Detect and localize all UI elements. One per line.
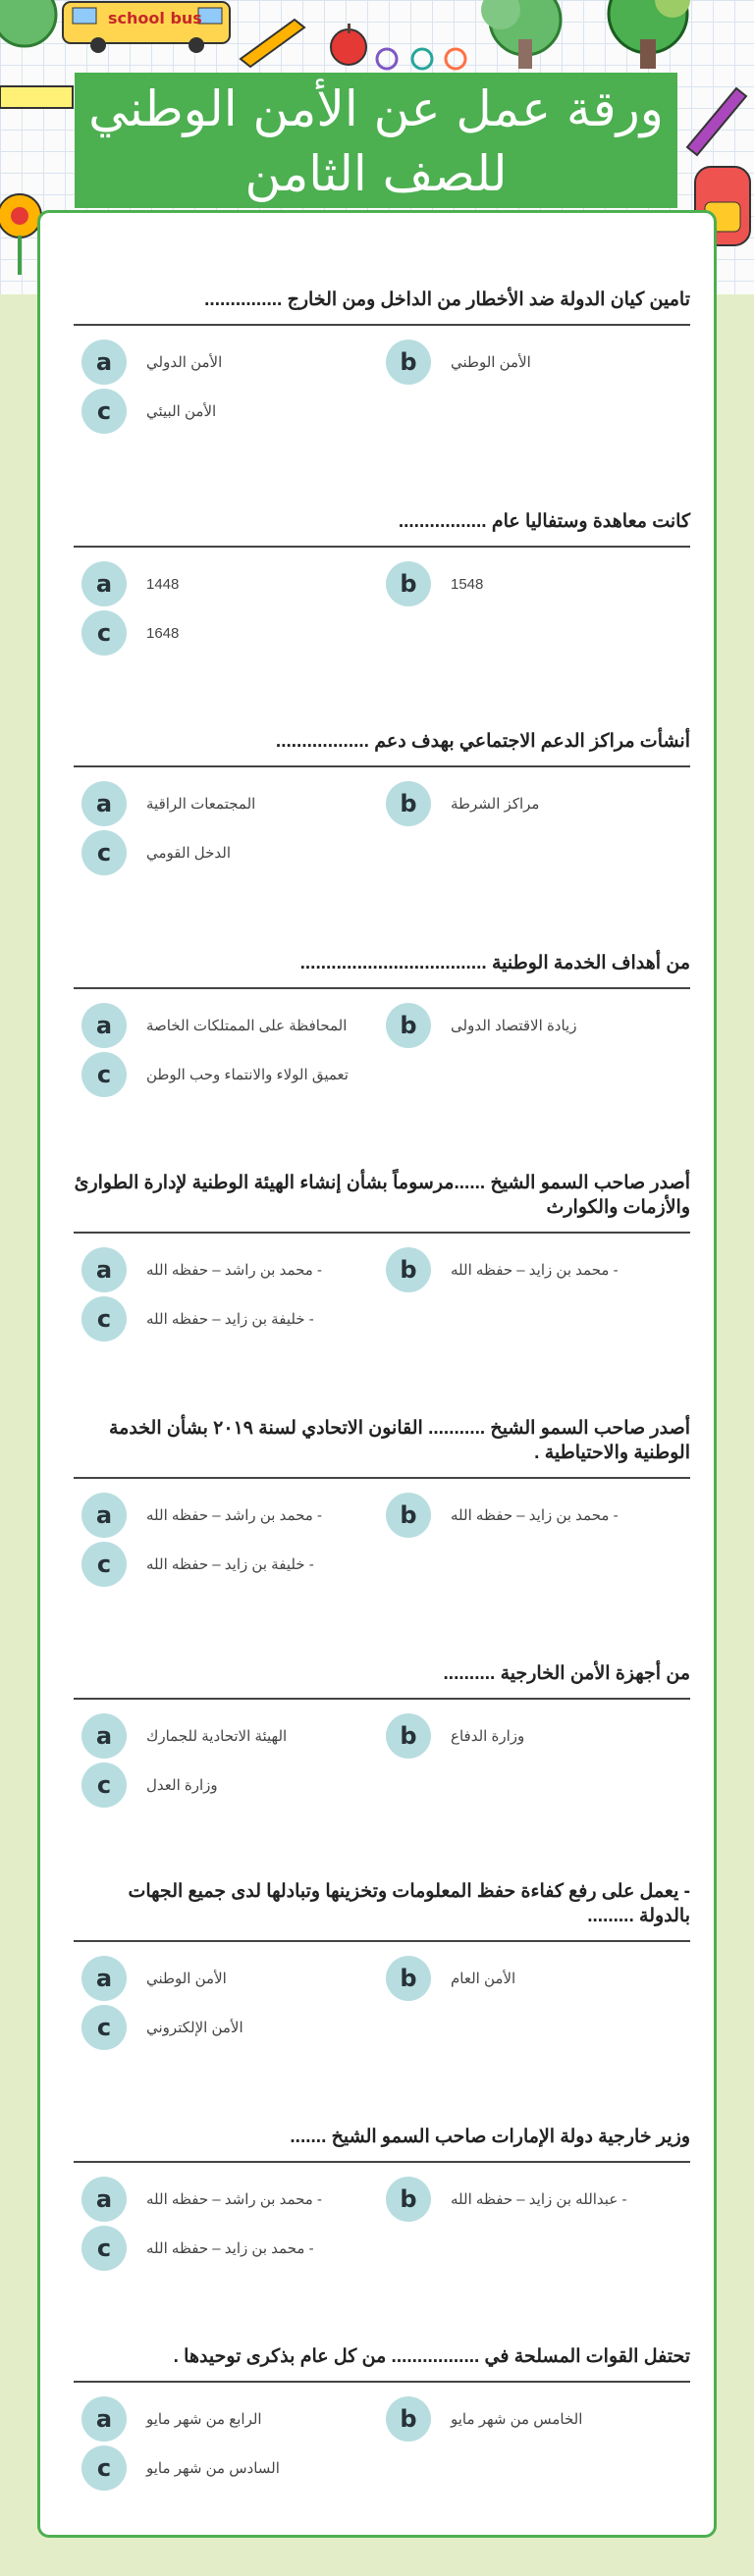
option-letter: b [386,1956,431,2001]
option-letter: c [81,2005,127,2050]
question-6 [74,1416,690,1597]
option-c[interactable] [81,2444,280,2493]
option-b[interactable] [386,1001,576,1050]
school-bus-icon [59,0,236,53]
option-b[interactable] [386,1954,515,2003]
option-letter: c [81,1542,127,1587]
bus-text: school bus [108,9,202,27]
option-b[interactable] [386,2175,626,2224]
option-text: الأمن الوطني [146,1971,227,1987]
option-text: الأمن العام [451,1971,516,1987]
option-b[interactable] [386,779,539,828]
option-letter: c [81,830,127,875]
option-a[interactable] [81,1245,322,1294]
option-letter: a [81,781,127,826]
option-letter: c [81,2226,127,2271]
option-letter: b [386,1247,431,1292]
option-a[interactable] [81,2394,262,2444]
option-letter: a [81,1493,127,1538]
option-c[interactable] [81,2224,314,2273]
option-a[interactable] [81,1954,227,2003]
option-letter: c [81,1296,127,1341]
option-text: تعميق الولاء والانتماء وحب الوطن [146,1067,349,1083]
question-10 [74,2344,690,2500]
pencil-icon [236,10,314,69]
question-text: - يعمل على رفع كفاءة حفظ المعلومات وتخزينها وتبادلها لدى جميع الجهات بالدولة ......... [74,1879,690,1942]
option-letter: c [81,610,127,656]
option-a[interactable] [81,559,179,608]
tree-icon [471,0,579,69]
option-text: - محمد بن راشد – حفظه الله [146,2191,323,2208]
option-b[interactable] [386,1491,619,1540]
option-a[interactable] [81,1001,347,1050]
option-text: الأمن الوطني [451,354,531,371]
option-a[interactable] [81,1491,322,1540]
question-text: أصدر صاحب السمو الشيخ ........... القانون الاتحادي لسنة ٢٠١٩ بشأن الخدمة الوطنية والاحتياطية . [74,1416,690,1479]
options-list [74,767,690,885]
option-text: المحافظة على الممتلكات الخاصة [146,1018,348,1034]
option-letter: a [81,1247,127,1292]
title-line-1: ورقة عمل عن الأمن الوطني [88,80,664,137]
option-text: الدخل القومي [146,845,232,862]
apple-icon [324,20,373,69]
option-b[interactable] [386,2394,582,2444]
question-text: من أهداف الخدمة الوطنية .................................... [74,951,690,989]
option-letter: b [386,1713,431,1759]
tree-icon [589,0,707,69]
tree-icon [0,0,69,59]
question-2 [74,509,690,665]
option-text: - محمد بن زايد – حفظه الله [451,1262,619,1279]
option-letter: c [81,1052,127,1097]
options-list [74,548,690,665]
option-text: 1548 [451,575,484,593]
option-a[interactable] [81,1711,287,1761]
options-list [74,326,690,444]
option-text: - عبدالله بن زايد – حفظه الله [451,2191,627,2208]
option-letter: b [386,1493,431,1538]
option-text: السادس من شهر مايو [146,2460,280,2477]
option-letter: a [81,2177,127,2222]
question-3 [74,729,690,885]
option-text: وزارة الدفاع [451,1728,525,1745]
worksheet-title [75,73,677,208]
option-letter: b [386,1003,431,1048]
option-text: الرابع من شهر مايو [146,2411,262,2428]
option-letter: c [81,389,127,434]
option-letter: b [386,781,431,826]
option-c[interactable] [81,1294,314,1343]
option-letter: b [386,2396,431,2442]
option-c[interactable] [81,1761,218,1810]
option-text: - محمد بن راشد – حفظه الله [146,1262,323,1279]
options-list [74,989,690,1107]
options-list [74,2383,690,2500]
options-list [74,1479,690,1597]
option-letter: c [81,2445,127,2491]
question-7 [74,1661,690,1817]
option-text: الأمن البيئي [146,403,217,420]
option-text: 1448 [146,575,180,593]
option-text: - خليفة بن زايد – حفظه الله [146,1311,314,1328]
question-9 [74,2125,690,2281]
option-a[interactable] [81,779,255,828]
option-text: مراكز الشرطة [451,796,540,813]
option-text: وزارة العدل [146,1777,218,1794]
option-text: - محمد بن زايد – حفظه الله [451,1507,619,1524]
option-text: الخامس من شهر مايو [451,2411,583,2428]
option-letter: a [81,2396,127,2442]
option-text: المجتمعات الراقية [146,796,256,813]
option-b[interactable] [386,1711,524,1761]
option-text: الأمن الدولي [146,354,223,371]
pencil-icon [677,79,754,157]
question-1 [74,288,690,444]
options-list [74,1234,690,1351]
option-text: - محمد بن راشد – حفظه الله [146,1507,323,1524]
option-text: الأمن الإلكتروني [146,2020,243,2036]
option-letter: b [386,340,431,385]
question-text: تحتفل القوات المسلحة في ................. من كل عام بذكرى توحيدها . [74,2344,690,2383]
option-text: - خليفة بن زايد – حفظه الله [146,1556,314,1573]
option-letter: a [81,1956,127,2001]
question-text: أصدر صاحب السمو الشيخ ......مرسوماً بشأن إنشاء الهيئة الوطنية لإدارة الطوارئ والأزمات والكوارث [74,1171,690,1234]
question-text: أنشأت مراكز الدعم الاجتماعي بهدف دعم .................. [74,729,690,767]
option-letter: b [386,561,431,606]
option-text: - محمد بن زايد – حفظه الله [146,2240,314,2257]
option-letter: b [386,2177,431,2222]
option-text: 1648 [146,624,180,642]
option-letter: c [81,1762,127,1808]
option-b[interactable] [386,559,483,608]
option-a[interactable] [81,338,222,387]
question-5 [74,1171,690,1351]
question-8 [74,1879,690,2060]
question-4 [74,951,690,1107]
option-text: الهيئة الاتحادية للجمارك [146,1728,288,1745]
options-list [74,1942,690,2060]
option-c[interactable] [81,2003,243,2052]
options-list [74,1700,690,1817]
option-text: زيادة الاقتصاد الدولى [451,1018,577,1034]
option-c[interactable] [81,828,231,877]
options-list [74,2163,690,2281]
worksheet-card [37,210,717,2538]
question-text: كانت معاهدة وستفاليا عام ................. [74,509,690,548]
option-c[interactable] [81,1050,349,1099]
ruler-icon [0,79,75,118]
option-letter: a [81,561,127,606]
option-b[interactable] [386,338,531,387]
option-c[interactable] [81,387,216,436]
question-text: تامين كيان الدولة ضد الأخطار من الداخل ومن الخارج ............... [74,288,690,326]
option-b[interactable] [386,1245,619,1294]
option-c[interactable] [81,608,179,657]
option-letter: a [81,340,127,385]
question-text: وزير خارجية دولة الإمارات صاحب السمو الشيخ ....... [74,2125,690,2163]
title-line-2: للصف الثامن [244,145,508,202]
option-letter: a [81,1003,127,1048]
question-text: من أجهزة الأمن الخارجية .......... [74,1661,690,1700]
option-a[interactable] [81,2175,322,2224]
option-c[interactable] [81,1540,314,1589]
option-letter: a [81,1713,127,1759]
